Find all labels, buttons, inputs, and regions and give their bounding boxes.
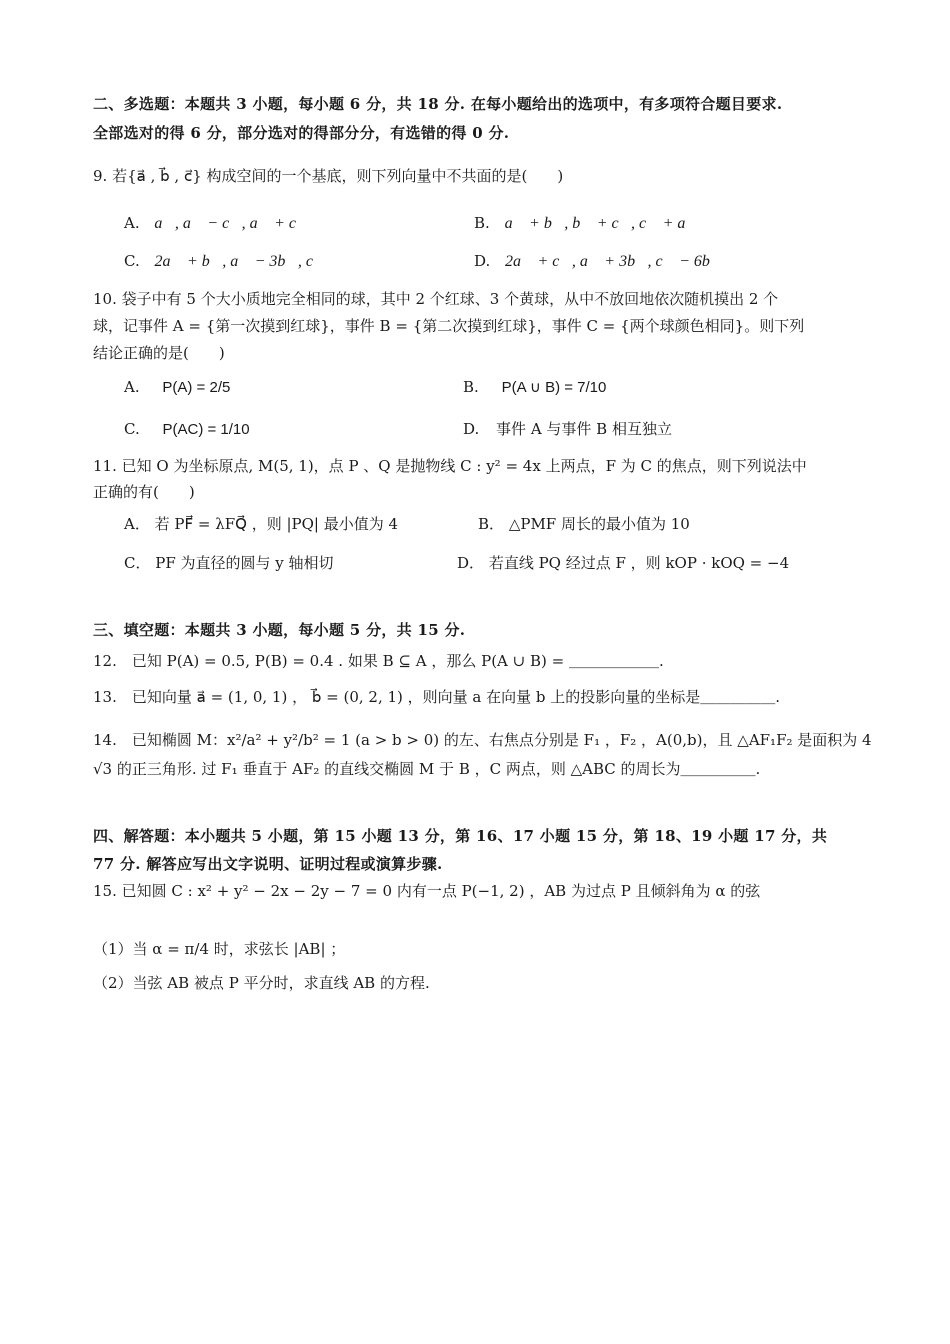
option-text: △PMF 周长的最小值为 10 [508, 515, 690, 533]
section2-heading-line1: 二、多选题：本题共 3 小题，每小题 6 分，共 18 分. 在每小题给出的选项中，有多项符合题目要求. [93, 95, 783, 113]
option-label: C. [124, 252, 140, 270]
option-text: P(A ∪ B) = 7/10 [501, 379, 607, 396]
q13-text: 13. 已知向量 a⃗ = (1, 0, 1) ， b⃗ = (0, 2, 1) ，则向量 a 在向量 b 上的投影向量的坐标是＿＿＿＿＿. [93, 688, 781, 706]
option-text: P(AC) = 1/10 [162, 421, 250, 438]
option-text: a⃗, a⃗ − c⃗, a⃗ + c⃗ [154, 215, 309, 232]
section4-heading-line1: 四、解答题：本小题共 5 小题，第 15 小题 13 分，第 16、17 小题 15 分，第 18、19 小题 17 分，共 [93, 827, 828, 845]
option-label: D. [463, 420, 480, 438]
q14-line2: √3 的正三角形. 过 F₁ 垂直于 AF₂ 的直线交椭圆 M 于 B ，C 两点，则 △ABC 的周长为＿＿＿＿＿. [93, 760, 761, 778]
q10-stem-line3: 结论正确的是( ) [93, 344, 225, 362]
section4-heading-line2: 77 分. 解答应写出文字说明、证明过程或演算步骤. [93, 855, 443, 873]
option-text: 2a⃗ + c⃗, a⃗ + 3b⃗, c⃗ − 6b⃗ [505, 253, 723, 270]
option-label: D． [457, 554, 485, 572]
q9-stem: 9. 若{a⃗ , b⃗ , c⃗} 构成空间的一个基底，则下列向量中不共面的是( ) [93, 167, 564, 185]
q10-option-d [463, 418, 672, 440]
q15-part1: （1）当 α = π/4 时，求弦长 |AB| ； [93, 940, 346, 958]
q10-option-a [124, 376, 230, 399]
option-label: D. [474, 252, 491, 270]
q15-part2: （2）当弦 AB 被点 P 平分时，求直线 AB 的方程. [93, 974, 430, 992]
option-label: B． [478, 515, 505, 533]
option-label: C． [124, 554, 151, 572]
option-text: 若 PF⃗ = λFQ⃗ ，则 |PQ| 最小值为 4 [154, 515, 399, 533]
q9-option-b [474, 212, 698, 235]
q11-option-d [457, 552, 789, 574]
option-text: PF 为直径的圆与 y 轴相切 [155, 554, 334, 572]
q9-option-c [124, 250, 325, 273]
option-text: 若直线 PQ 经过点 F ，则 kOP · kOQ = −4 [488, 554, 790, 572]
section2-heading-line2: 全部选对的得 6 分，部分选对的得部分分，有选错的得 0 分. [93, 124, 510, 142]
q11-stem-line1: 11. 已知 O 为坐标原点, M(5, 1)，点 P 、Q 是抛物线 C : y² = 4x 上两点，F 为 C 的焦点，则下列说法中 [93, 457, 807, 475]
option-label: B. [463, 378, 479, 396]
option-label: A. [124, 378, 140, 396]
option-label: C. [124, 420, 140, 438]
q9-option-d [474, 250, 722, 273]
option-text: 事件 A 与事件 B 相互独立 [496, 420, 672, 438]
option-label: A. [124, 214, 140, 232]
q11-option-b [478, 513, 690, 535]
option-label: B. [474, 214, 490, 232]
q11-option-a [124, 513, 398, 535]
q12-text: 12. 已知 P(A) = 0.5, P(B) = 0.4 . 如果 B ⊆ A ，那么 P(A ∪ B) = ＿＿＿＿＿＿. [93, 652, 664, 670]
q10-option-b [463, 376, 606, 399]
option-text: 2a⃗ + b⃗, a⃗ − 3b⃗, c⃗ [154, 253, 326, 270]
q10-option-c [124, 418, 250, 441]
q11-option-c [124, 552, 334, 574]
q10-stem-line2: 球，记事件 A = {第一次摸到红球}，事件 B = {第二次摸到红球}，事件 C = {两个球颜色相同}。则下列 [93, 317, 805, 335]
q14-line1: 14. 已知椭圆 M：x²/a² + y²/b² = 1 (a > b > 0) 的左、右焦点分别是 F₁ ，F₂ ，A(0,b)，且 △AF₁F₂ 是面积为 4 [93, 731, 872, 749]
q11-stem-line2: 正确的有( ) [93, 483, 195, 501]
section3-heading: 三、填空题：本题共 3 小题，每小题 5 分，共 15 分. [93, 621, 466, 639]
option-text: P(A) = 2/5 [162, 379, 231, 396]
option-label: A． [124, 515, 150, 533]
q9-option-a [124, 212, 308, 235]
q10-stem-line1: 10. 袋子中有 5 个大小质地完全相同的球，其中 2 个红球、3 个黄球，从中不放回地依次随机摸出 2 个 [93, 290, 779, 308]
q15-stem: 15. 已知圆 C : x² + y² − 2x − 2y − 7 = 0 内有一点 P(−1, 2) ，AB 为过点 P 且倾斜角为 α 的弦 [93, 882, 761, 900]
option-text: a⃗ + b⃗, b⃗ + c⃗, c⃗ + a⃗ [504, 215, 698, 232]
